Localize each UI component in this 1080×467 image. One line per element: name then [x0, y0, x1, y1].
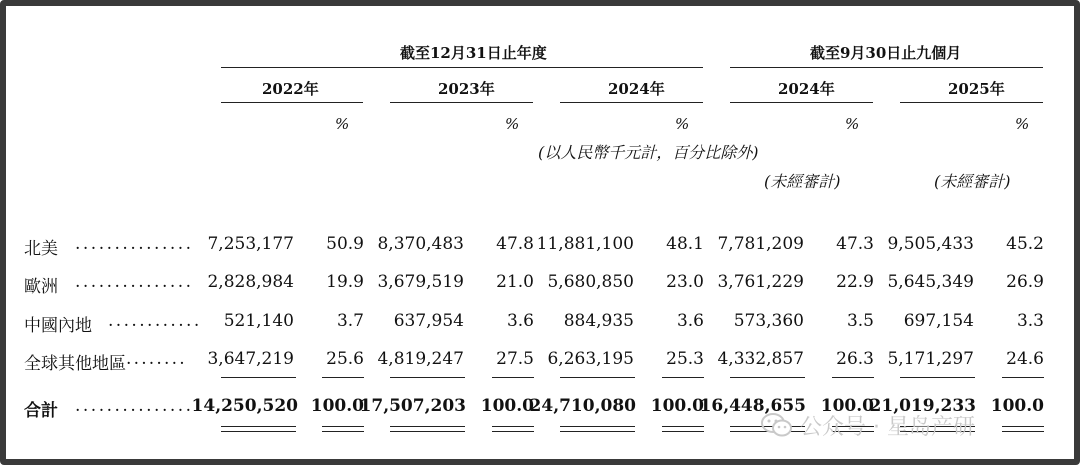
percent-header: %: [1015, 115, 1030, 133]
subtotal-rule: [730, 377, 805, 378]
total-value: 17,507,203: [359, 396, 466, 416]
cell-percent: 25.6: [326, 349, 364, 369]
year-rule: [390, 102, 533, 103]
header-9m-group: 截至9月30日止九個月: [810, 44, 962, 62]
cell-value: 573,360: [733, 311, 804, 331]
total-value: 16,448,655: [699, 396, 806, 416]
wechat-icon: [760, 412, 794, 438]
subtotal-rule: [560, 377, 635, 378]
year-header: 2023年: [438, 80, 495, 98]
percent-header: %: [675, 115, 690, 133]
unit-note: (以人民幣千元計，百分比除外): [538, 143, 759, 162]
unaudited-note: (未經審計): [764, 172, 841, 191]
cell-value: 3,679,519: [377, 272, 464, 292]
cell-percent: 3.7: [336, 311, 364, 331]
cell-value: 7,781,209: [717, 234, 804, 254]
cell-percent: 19.9: [326, 272, 364, 292]
cell-percent: 27.5: [496, 349, 534, 369]
total-double-rule: [492, 426, 534, 432]
row-leader-dots: ........: [126, 349, 187, 369]
total-percent: 100.0: [820, 396, 874, 416]
cell-value: 697,154: [903, 311, 974, 331]
total-percent: 100.0: [480, 396, 534, 416]
year-rule: [560, 102, 703, 103]
header-fy-rule: [221, 67, 703, 68]
cell-value: 8,370,483: [377, 234, 464, 254]
year-header: 2022年: [262, 80, 319, 98]
header-fy-group: 截至12月31日止年度: [400, 44, 547, 62]
cell-value: 521,140: [223, 311, 294, 331]
subtotal-rule: [900, 377, 975, 378]
cell-value: 5,171,297: [887, 349, 974, 369]
cell-value: 3,761,229: [717, 272, 804, 292]
row-leader-dots: ............: [108, 311, 202, 331]
cell-percent: 45.2: [1006, 234, 1044, 254]
row-label: 中國內地: [24, 316, 92, 336]
cell-value: 7,253,177: [207, 234, 294, 254]
total-value: 21,019,233: [869, 396, 976, 416]
header-9m-rule: [730, 67, 1043, 68]
cell-percent: 3.6: [506, 311, 534, 331]
subtotal-rule: [662, 377, 704, 378]
cell-percent: 47.3: [836, 234, 874, 254]
row-leader-dots: ...............: [75, 234, 194, 254]
cell-percent: 3.5: [846, 311, 874, 331]
cell-value: 637,954: [393, 311, 464, 331]
year-header: 2024年: [778, 80, 835, 98]
total-percent: 100.0: [650, 396, 704, 416]
subtotal-rule: [390, 377, 465, 378]
subtotal-rule: [221, 377, 296, 378]
cell-value: 4,332,857: [717, 349, 804, 369]
percent-header: %: [845, 115, 860, 133]
cell-value: 4,819,247: [377, 349, 464, 369]
total-value: 14,250,520: [191, 396, 298, 416]
cell-percent: 3.6: [676, 311, 704, 331]
total-double-rule: [322, 426, 364, 432]
subtotal-rule: [832, 377, 874, 378]
total-double-rule: [390, 426, 465, 432]
year-header: 2024年: [608, 80, 665, 98]
total-double-rule: [221, 426, 296, 432]
row-label: 歐洲: [24, 277, 58, 297]
cell-value: 2,828,984: [207, 272, 294, 292]
cell-percent: 23.0: [666, 272, 704, 292]
year-rule: [221, 102, 363, 103]
cell-value: 884,935: [563, 311, 634, 331]
cell-percent: 3.3: [1016, 311, 1044, 331]
cell-value: 11,881,100: [536, 234, 634, 254]
total-double-rule: [1002, 426, 1044, 432]
cell-percent: 26.3: [836, 349, 874, 369]
cell-percent: 22.9: [836, 272, 874, 292]
cell-value: 5,645,349: [887, 272, 974, 292]
subtotal-rule: [322, 377, 364, 378]
row-label: 北美: [24, 239, 58, 259]
total-percent: 100.0: [310, 396, 364, 416]
total-double-rule: [560, 426, 635, 432]
cell-value: 5,680,850: [547, 272, 634, 292]
cell-value: 9,505,433: [887, 234, 974, 254]
total-double-rule: [662, 426, 704, 432]
cell-percent: 26.9: [1006, 272, 1044, 292]
cell-percent: 24.6: [1006, 349, 1044, 369]
cell-percent: 21.0: [496, 272, 534, 292]
cell-value: 6,263,195: [547, 349, 634, 369]
total-percent: 100.0: [990, 396, 1044, 416]
subtotal-rule: [1002, 377, 1044, 378]
year-rule: [730, 102, 873, 103]
subtotal-rule: [492, 377, 534, 378]
percent-header: %: [505, 115, 520, 133]
watermark-text: 公众号 · 星岛产研: [800, 415, 975, 440]
row-leader-dots: ...............: [75, 272, 194, 292]
total-label: 合計: [24, 401, 58, 421]
unaudited-note: (未經審計): [934, 172, 1011, 191]
cell-value: 3,647,219: [207, 349, 294, 369]
cell-percent: 25.3: [666, 349, 704, 369]
row-leader-dots: ...............: [75, 396, 194, 416]
cell-percent: 48.1: [666, 234, 704, 254]
cell-percent: 47.8: [496, 234, 534, 254]
percent-header: %: [335, 115, 350, 133]
year-header: 2025年: [948, 80, 1005, 98]
cell-percent: 50.9: [326, 234, 364, 254]
row-label: 全球其他地區: [24, 354, 126, 374]
year-rule: [900, 102, 1043, 103]
total-value: 24,710,080: [529, 396, 636, 416]
